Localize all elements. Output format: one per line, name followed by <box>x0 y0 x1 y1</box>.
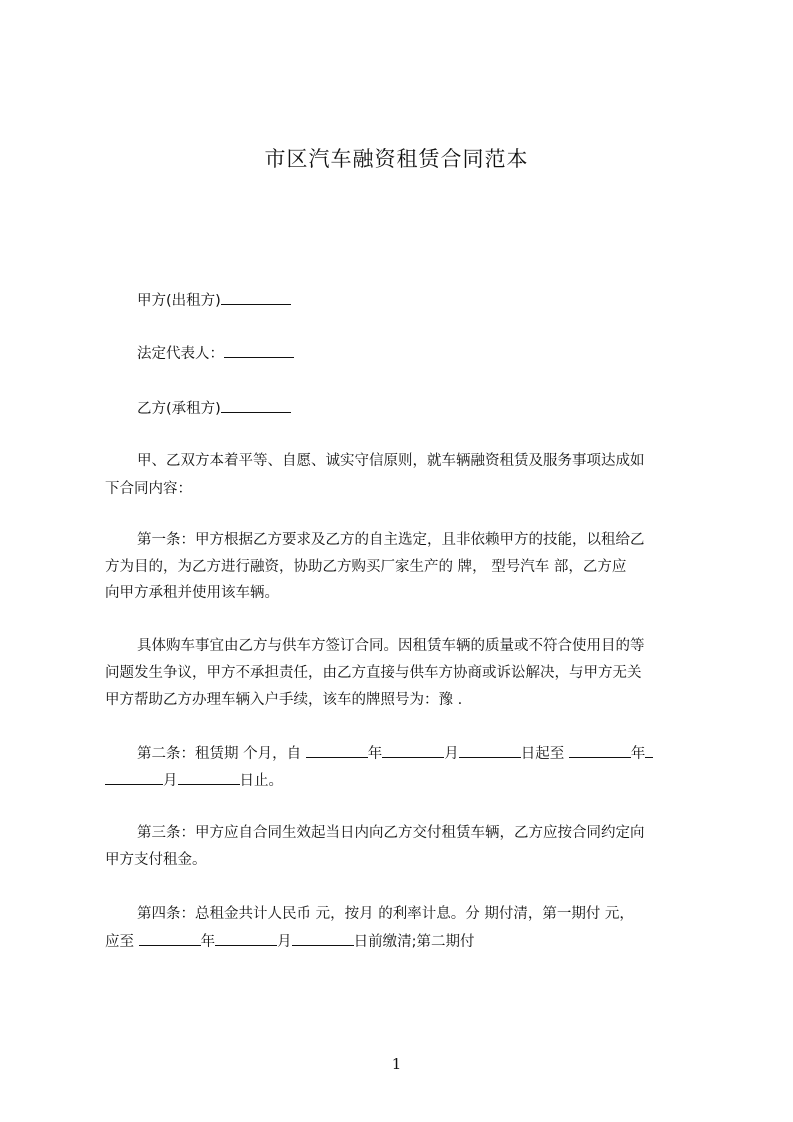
party-b-line <box>137 398 291 419</box>
document-title: 市区汽车融资租赁合同范本 <box>264 147 529 171</box>
legal-rep-line <box>137 343 294 364</box>
purchase-line-1: 具体购车事宜由乙方与供车方签订合同。因租赁车辆的质量或不符合使用目的等 <box>137 638 645 654</box>
legal-rep-label: 法定代表人： <box>137 346 224 362</box>
article2-trail-blank <box>645 743 653 758</box>
party-a-line <box>137 290 291 311</box>
article2-month-blank <box>382 743 444 758</box>
article4-month-label: 月 <box>277 934 292 950</box>
article2-start-label: 日起至 <box>520 746 569 762</box>
article4-year-blank <box>139 931 201 946</box>
article4-part-a: 应至 <box>105 934 139 950</box>
article2-end-year-blank <box>569 743 631 758</box>
article2-end-label: 日止。 <box>239 773 283 789</box>
legal-rep-blank <box>224 343 294 358</box>
party-a-label: 甲方(出租方) <box>137 293 221 309</box>
intro-line-1: 甲、乙双方本着平等、自愿、诚实守信原则，就车辆融资租赁及服务事项达成如 <box>137 453 645 469</box>
article4-line-1: 第四条：总租金共计人民币 元，按月 的利率计息。分 期付清，第一期付 元， <box>137 906 634 922</box>
article4-year-label: 年 <box>200 934 216 950</box>
article3-line-2: 甲方支付租金。 <box>105 852 207 868</box>
article2-day-blank <box>459 743 521 758</box>
party-b-blank <box>221 398 291 413</box>
party-b-label: 乙方(承租方) <box>137 401 221 417</box>
article2-end-month-label: 月 <box>163 773 178 789</box>
purchase-line-2: 问题发生争议，甲方不承担责任，由乙方直接与供车方协商或诉讼解决，与甲方无关 <box>105 665 642 681</box>
article1-line-2: 方为目的，为乙方进行融资，协助乙方购买厂家生产的 牌， 型号汽车 部，乙方应 <box>105 559 627 575</box>
article2-end-month-blank <box>105 770 163 785</box>
article4-month-blank <box>215 931 277 946</box>
article2-line-1 <box>137 743 653 764</box>
article2-year-label: 年 <box>367 746 383 762</box>
article2-month-label: 月 <box>444 746 459 762</box>
intro-line-2: 下合同内容： <box>105 481 192 497</box>
article2-end-year-label: 年 <box>630 746 646 762</box>
article4-line-2 <box>105 931 475 952</box>
article2-line-2 <box>105 770 283 791</box>
page-number: 1 <box>391 1055 402 1073</box>
article2-end-day-blank <box>178 770 240 785</box>
article1-line-3: 向甲方承租并使用该车辆。 <box>105 585 279 601</box>
article3-line-1: 第三条：甲方应自合同生效起当日内向乙方交付租赁车辆，乙方应按合同约定向 <box>137 825 645 841</box>
purchase-line-3: 甲方帮助乙方办理车辆入户手续，该车的牌照号为：豫 . <box>105 692 463 708</box>
article2-part-a: 第二条：租赁期 个月，自 <box>137 746 306 762</box>
article1-line-1: 第一条：甲方根据乙方要求及乙方的自主选定，且非依赖甲方的技能，以租给乙 <box>137 532 645 548</box>
article4-day-blank <box>292 931 354 946</box>
party-a-blank <box>221 290 291 305</box>
article2-year-blank <box>306 743 368 758</box>
article4-part-d: 日前缴清;第二期付 <box>353 934 475 950</box>
